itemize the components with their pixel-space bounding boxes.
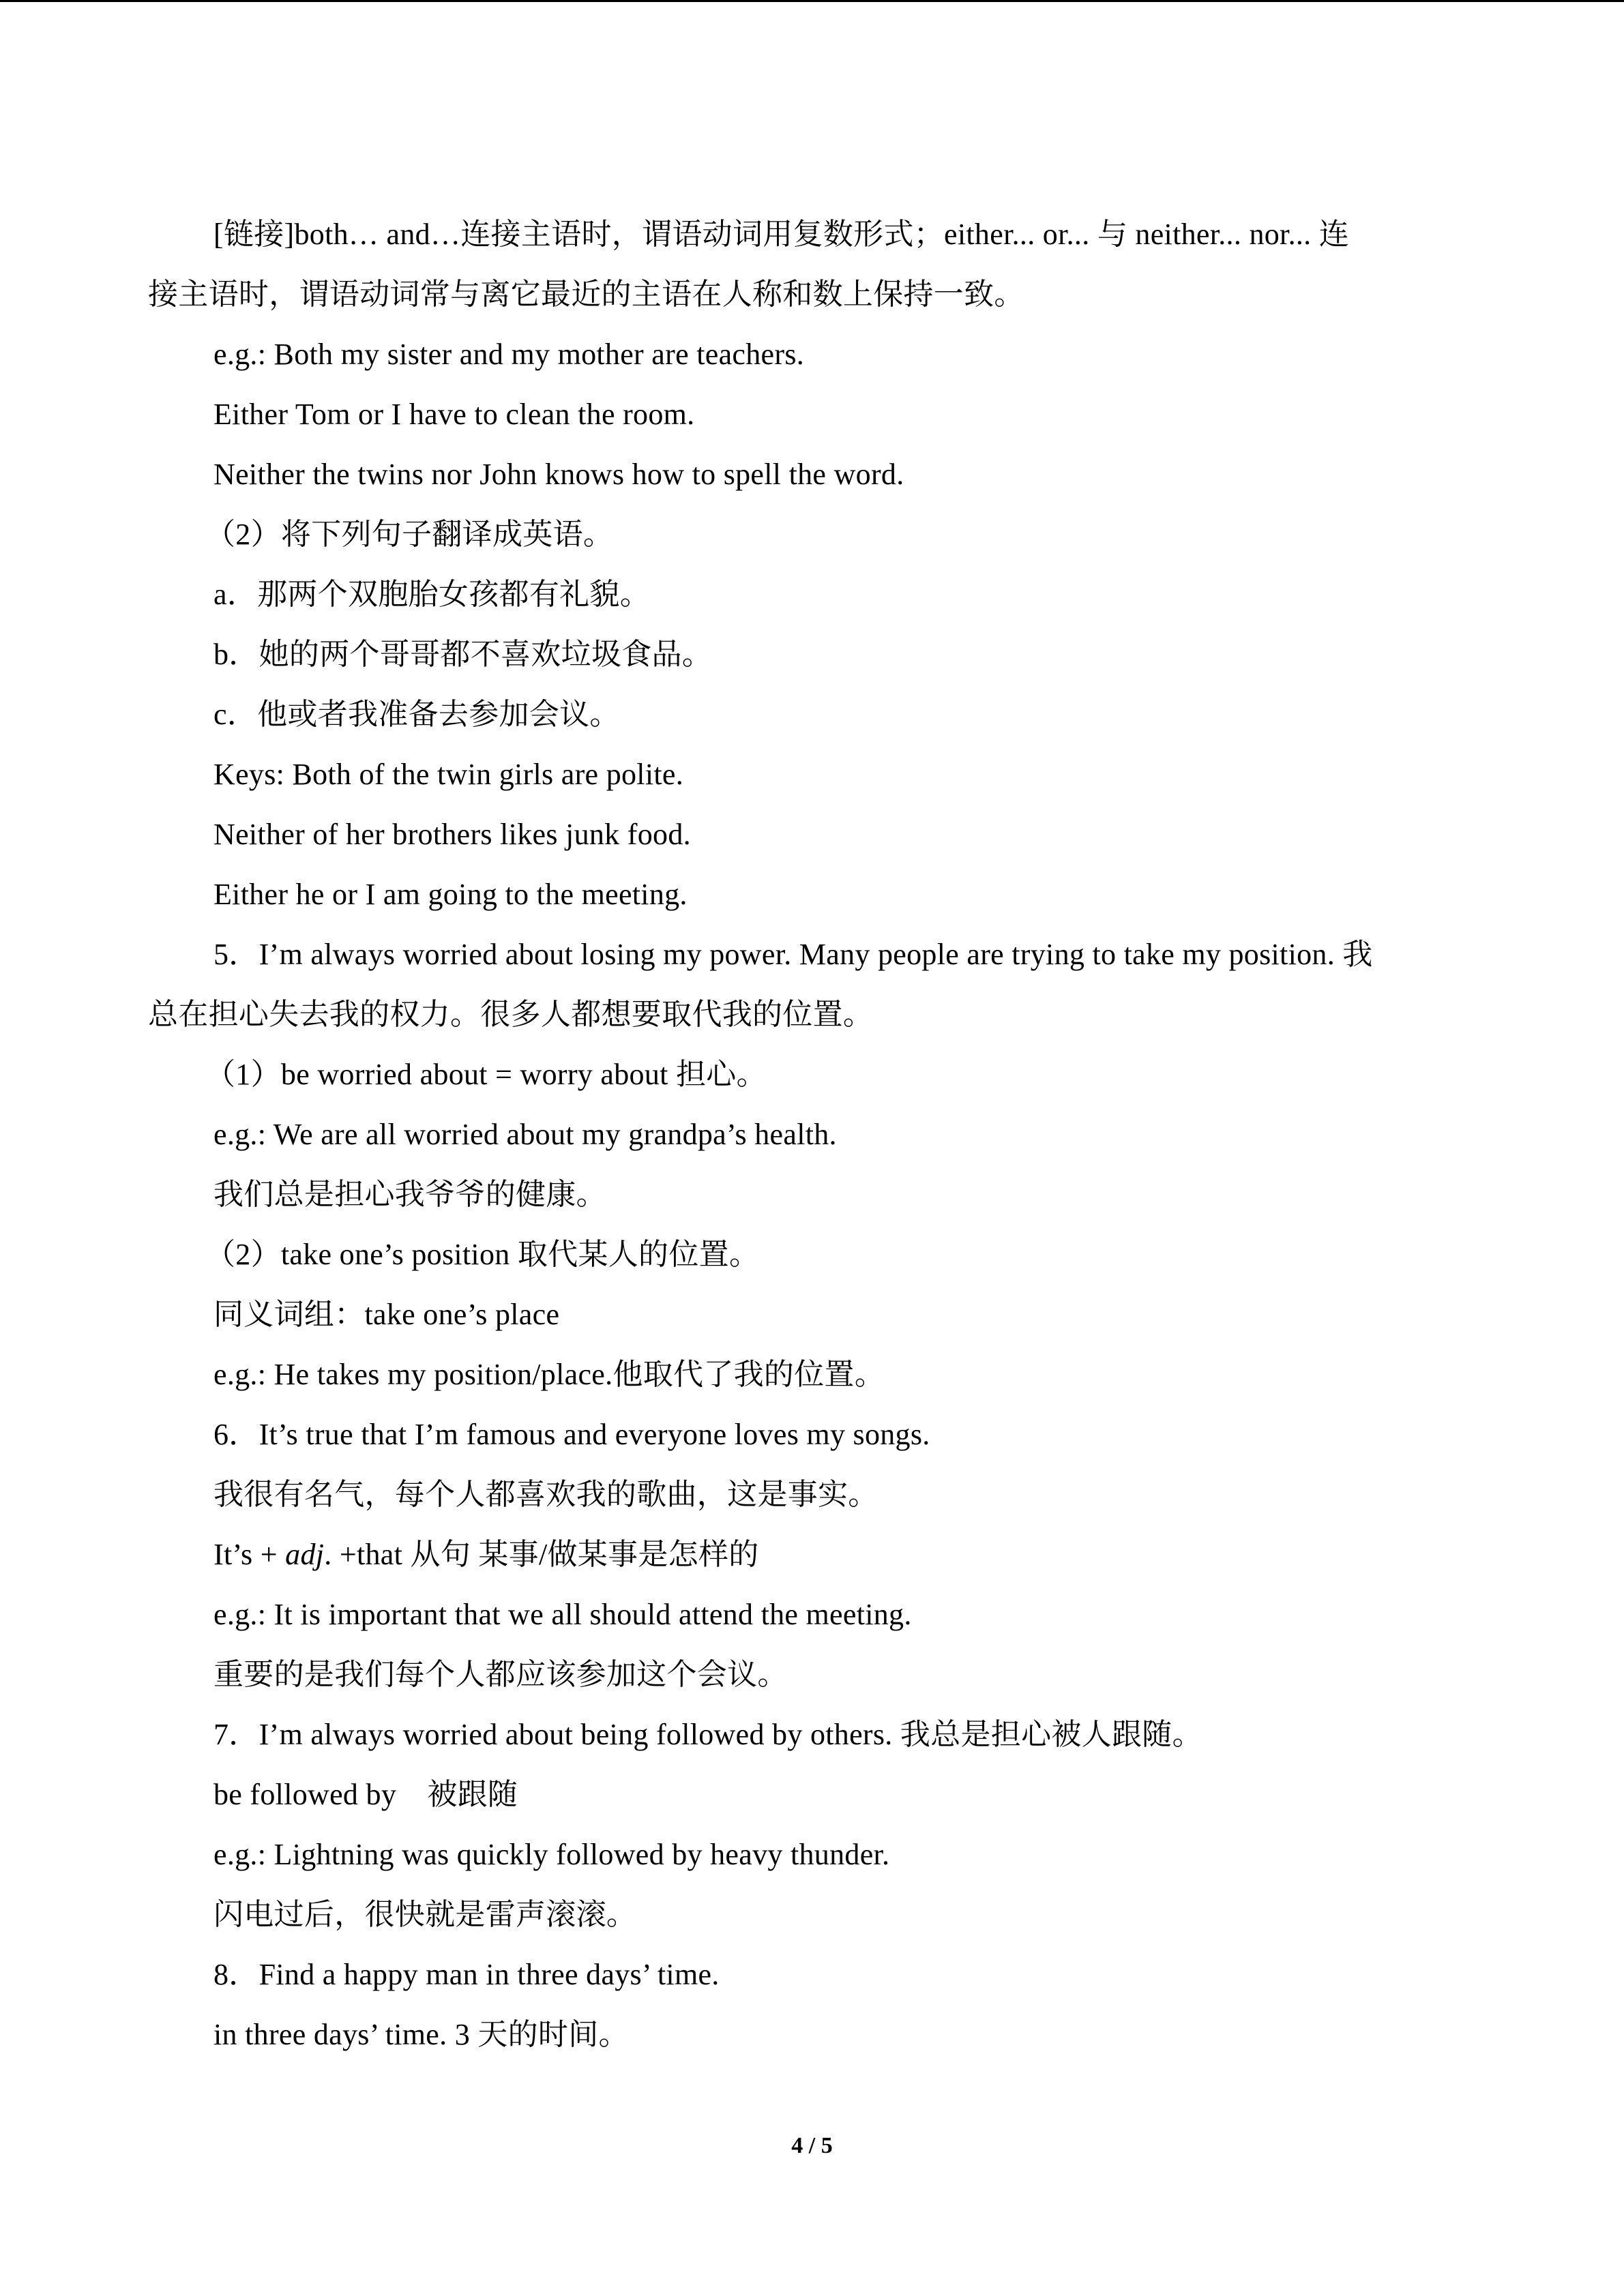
item-7-phrase: be followed by 被跟随 (213, 1778, 518, 1811)
item-7-example: e.g.: Lightning was quickly followed by heavy thunder. (213, 1838, 890, 1871)
item-7-sentence: 7．I’m always worried about being followed by others. 我总是担心被人跟随。 (213, 1718, 1202, 1751)
answer-key-c: Either he or I am going to the meeting. (213, 878, 688, 911)
item-5-example: e.g.: We are all worried about my grandpa’s health. (213, 1118, 837, 1151)
example-either: Either Tom or I have to clean the room. (213, 398, 695, 431)
item-6-pattern (148, 1525, 1478, 1585)
page-number: 4 / 5 (791, 2133, 833, 2158)
item-6-pattern-adj: adj (285, 1538, 325, 1571)
document-body (148, 205, 1478, 2065)
item-5-example-translation: 我们总是担心我爷爷的健康。 (213, 1178, 606, 1211)
item-6-pattern-start: It’s + (213, 1538, 286, 1571)
item-5-example-2: e.g.: He takes my position/place.他取代了我的位置。 (213, 1358, 885, 1391)
item-6-translation: 我很有名气，每个人都喜欢我的歌曲，这是事实。 (213, 1478, 879, 1511)
item-6-example-translation: 重要的是我们每个人都应该参加这个会议。 (213, 1658, 788, 1691)
item-8-note: in three days’ time. 3 天的时间。 (213, 2018, 629, 2051)
link-note-line-1: [链接]both… and…连接主语时，谓语动词用复数形式；either... or... 与 neither... nor... 连 (213, 218, 1350, 251)
item-7-example-translation: 闪电过后，很快就是雷声滚滚。 (213, 1898, 637, 1931)
answer-key-a: Keys: Both of the twin girls are polite. (213, 758, 683, 791)
item-6-example: e.g.: It is important that we all should attend the meeting. (213, 1598, 912, 1631)
item-8-sentence: 8．Find a happy man in three days’ time. (213, 1958, 720, 1991)
task-translate-heading: （2）将下列句子翻译成英语。 (205, 518, 614, 551)
item-6-pattern-end: . +that 从句 某事/做某事是怎样的 (324, 1538, 759, 1571)
item-5-synonym: 同义词组：take one’s place (213, 1298, 560, 1331)
answer-key-b: Neither of her brothers likes junk food. (213, 818, 691, 851)
item-5-point-1: （1）be worried about = worry about 担心。 (205, 1058, 767, 1091)
link-note-line-2: 接主语时，谓语动词常与离它最近的主语在人称和数上保持一致。 (148, 278, 1024, 311)
example-both: e.g.: Both my sister and my mother are teachers. (213, 338, 805, 371)
example-neither: Neither the twins nor John knows how to spell the word. (213, 458, 904, 491)
task-sentence-b: b．她的两个哥哥都不喜欢垃圾食品。 (213, 638, 713, 671)
top-border-rule (0, 0, 1624, 2)
item-5-point-2: （2）take one’s position 取代某人的位置。 (205, 1238, 760, 1271)
task-sentence-c: c．他或者我准备去参加会议。 (213, 698, 620, 731)
item-5-line-1: 5．I’m always worried about losing my power. Many people are trying to take my position. 我 (213, 938, 1373, 971)
item-5-line-2: 总在担心失去我的权力。很多人都想要取代我的位置。 (148, 998, 874, 1031)
item-6-sentence: 6．It’s true that I’m famous and everyone loves my songs. (213, 1418, 930, 1451)
task-sentence-a: a．那两个双胞胎女孩都有礼貌。 (213, 578, 651, 611)
